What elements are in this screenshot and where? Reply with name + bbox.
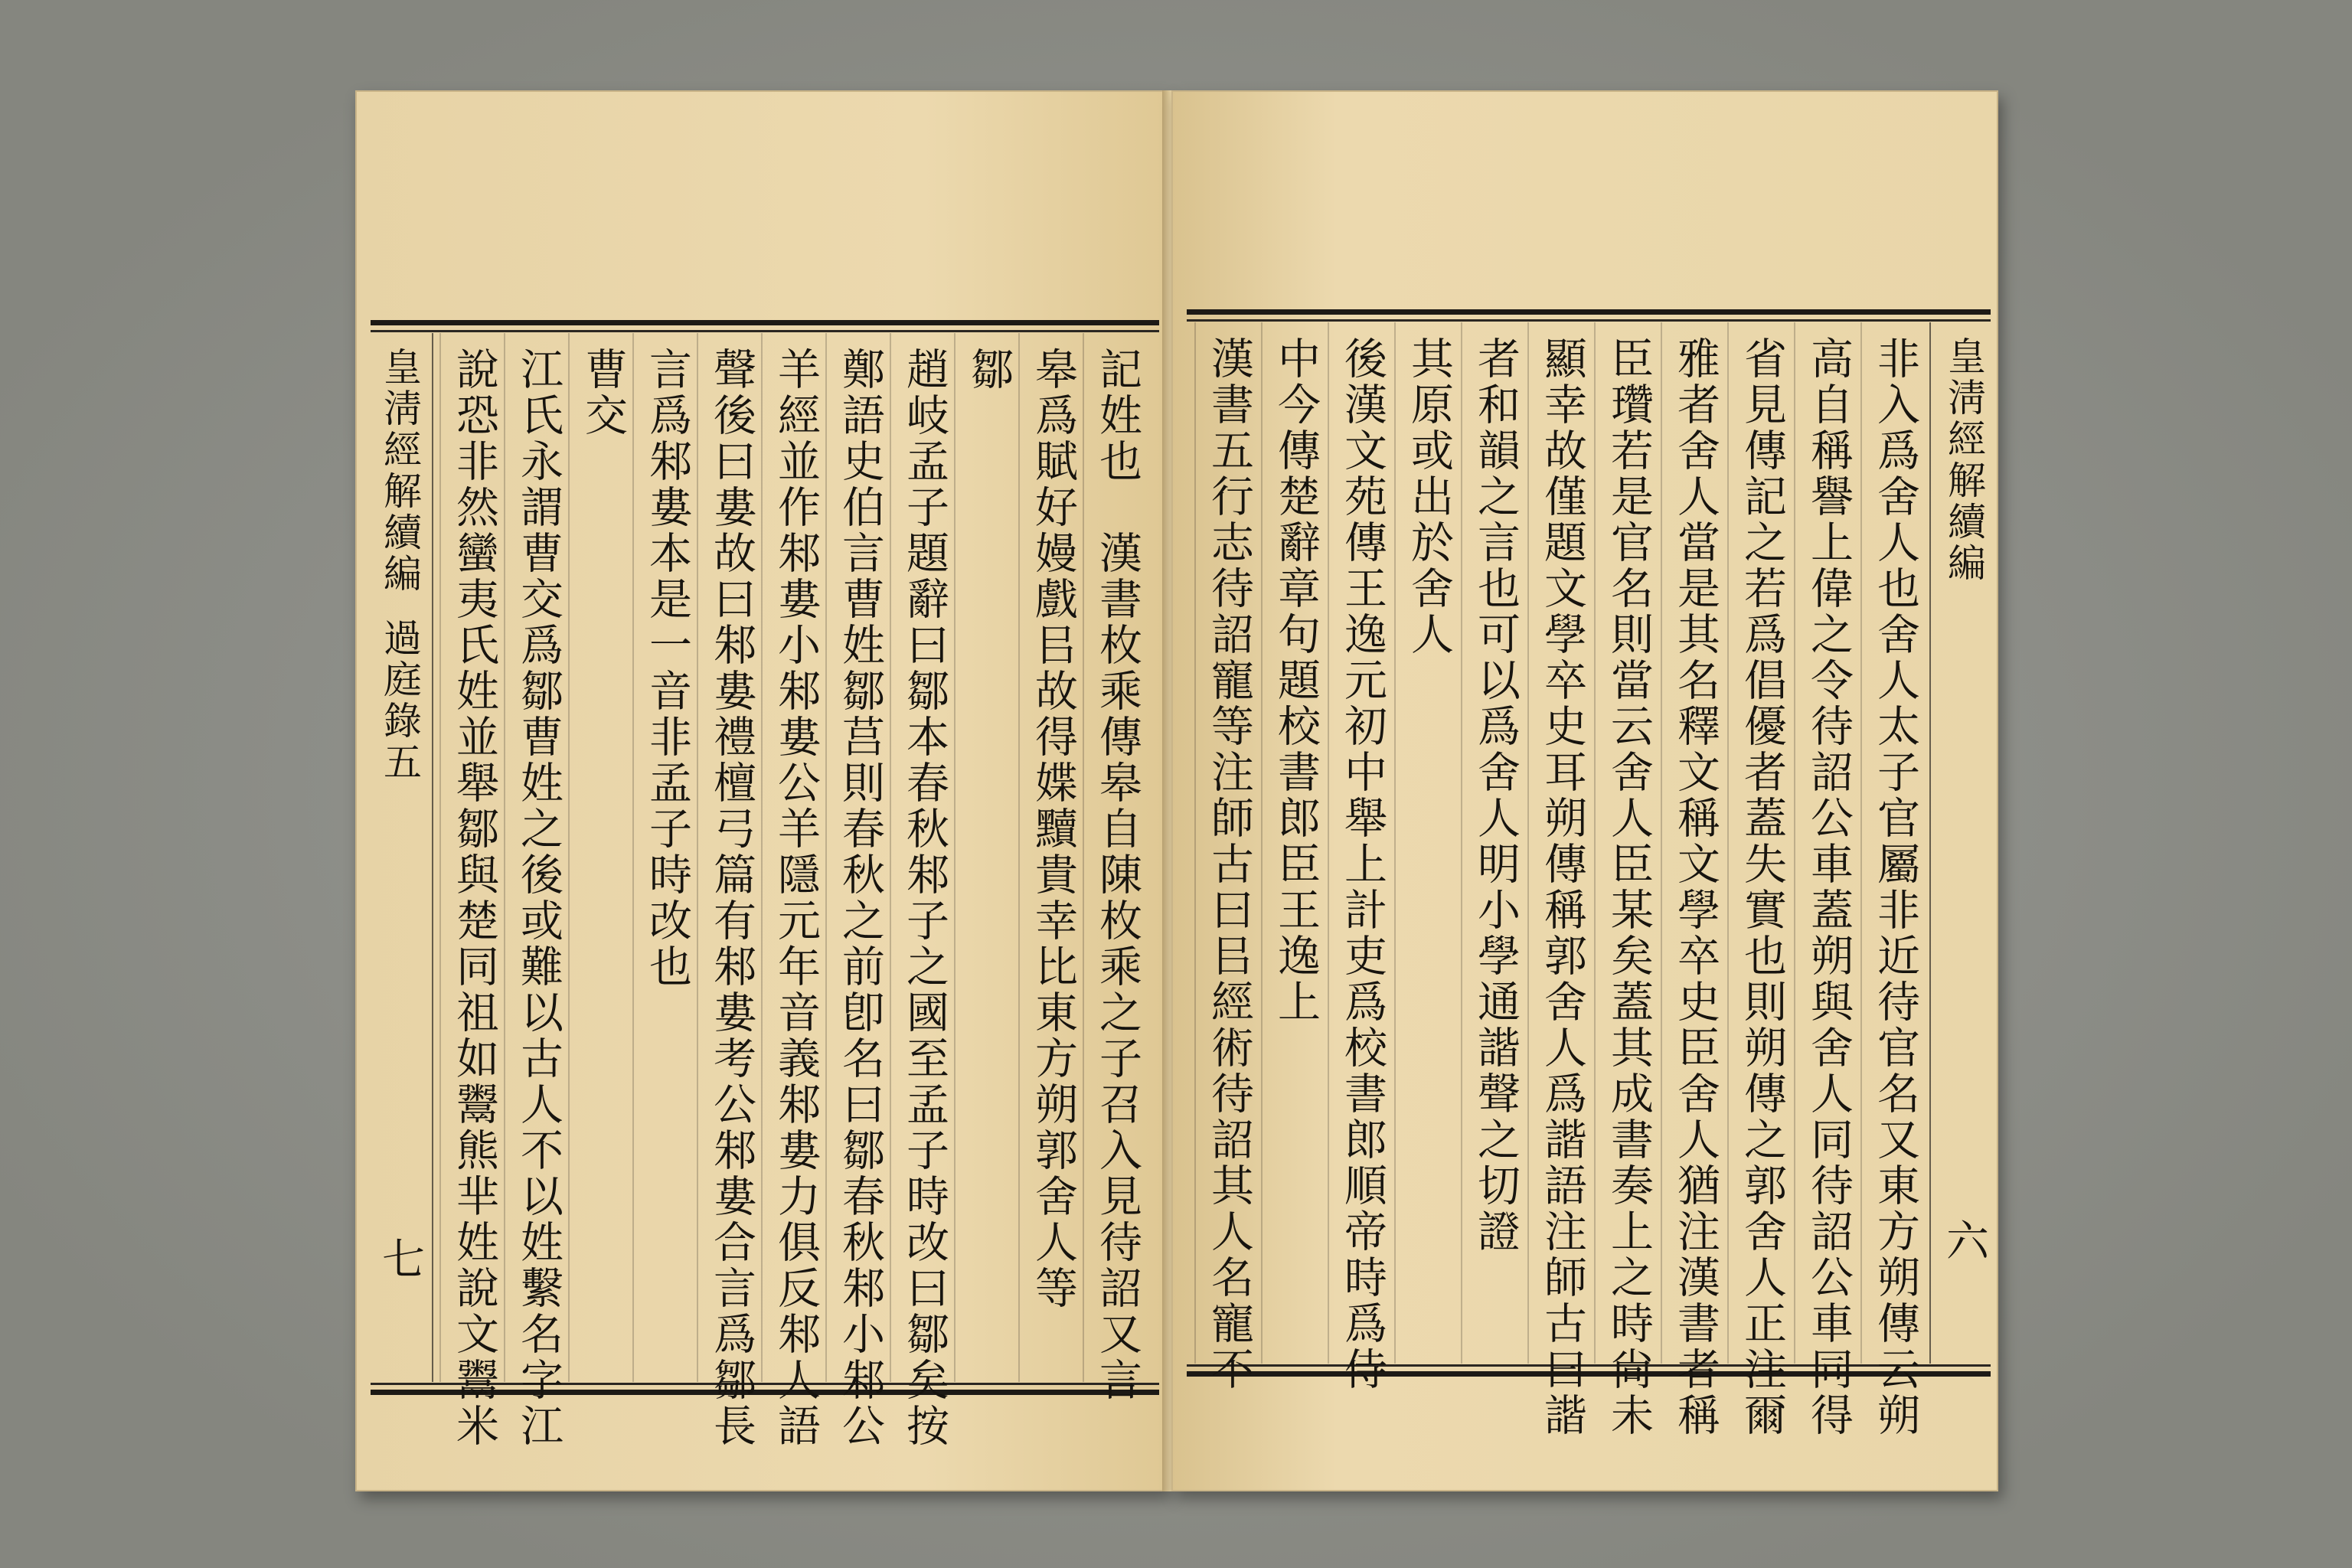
text-column: [1868, 336, 1922, 1439]
right-page: [1171, 90, 1998, 1491]
open-book: [345, 90, 1991, 1491]
text-column: [704, 347, 758, 1449]
text-column: [1735, 336, 1788, 1439]
column-text: 記姓也 漢書枚乘傳皋自陳枚乘之子召入見待詔又言: [1093, 347, 1142, 1403]
text-column: [640, 347, 694, 1374]
column-text: 江氏永謂曹交爲鄒曹姓之後或難以古人不以姓繫名字江: [514, 347, 564, 1449]
column-text: 中今傳楚辭章句題校書郎臣王逸上: [1271, 336, 1321, 1025]
column-text: 言爲邾婁本是一音非孟子時改也: [642, 347, 692, 990]
column-text: 漢書五行志待詔寵等注師古曰㠯經術待詔其人名寵不: [1204, 336, 1254, 1393]
right-page-margin-column: [1941, 336, 1987, 1356]
text-column: [769, 347, 822, 1449]
column-text: 臣瓚若是官名則當云舍人臣某矣蓋其成書奏上之時尙未: [1604, 336, 1654, 1439]
column-text: 高自稱譽上偉之令待詔公車蓋朔與舍人同待詔公車同得: [1804, 336, 1854, 1439]
text-column: [1202, 336, 1256, 1393]
text-column: [447, 347, 501, 1449]
column-text: 說恐非然蠻夷氏姓並舉鄒與楚同祖如鬻熊芈姓說文鬻米: [449, 347, 499, 1449]
page-number: 七: [375, 1236, 425, 1282]
column-text: 鄭語史伯言曹姓鄒莒則春秋之前卽名曰鄒春秋邾小邾公: [835, 347, 885, 1449]
column-text: 者和韻之言也可以爲舍人明小學通諧聲之切證: [1471, 336, 1521, 1255]
text-column: [1468, 336, 1522, 1356]
text-column: [897, 347, 951, 1449]
column-text: 其原或出於舍人: [1404, 336, 1454, 658]
column-text: 鄒: [964, 347, 1014, 393]
margin-section: 過庭錄五: [377, 618, 422, 783]
right-page-frame: [1187, 309, 1991, 1439]
column-text: 皋爲賦好嫚戲㠯故得媟黷貴幸比東方朔郭舍人等: [1028, 347, 1078, 1312]
text-column: [962, 347, 1015, 1374]
text-column: [576, 347, 629, 1374]
margin-title: 皇淸經解續編: [1942, 336, 1986, 584]
text-column: [833, 347, 887, 1449]
column-text: 省見傳記之若爲倡優者蓋失實也則朔傳之郭舍人正注爾: [1737, 336, 1787, 1439]
text-column: [1668, 336, 1722, 1439]
left-page-frame: [371, 320, 1159, 1449]
text-column: [1269, 336, 1322, 1356]
text-column: [1090, 347, 1144, 1403]
text-column: [1602, 336, 1655, 1439]
page-number: 六: [1939, 1218, 1989, 1264]
text-column: [1026, 347, 1080, 1374]
column-text: 曹交: [578, 347, 628, 439]
margin-title: 皇淸經解續編: [377, 347, 422, 595]
column-text: 雅者舍人當是其名釋文稱文學卒史臣舍人猶注漢書者稱: [1671, 336, 1720, 1439]
text-column: [511, 347, 565, 1449]
left-page: [355, 90, 1167, 1491]
column-text: 趙岐孟子題辭曰鄒本春秋邾子之國至孟子時改曰鄒矣按: [900, 347, 949, 1449]
column-text: 聲後曰婁故曰邾婁禮檀弓篇有邾婁考公邾婁合言爲鄒長: [707, 347, 756, 1449]
column-text: 後漢文苑傳王逸元初中舉上計吏爲校書郎順帝時爲侍: [1338, 336, 1387, 1393]
column-text: 羊經並作邾婁小邾婁公羊隱元年音義邾婁力俱反邾人語: [771, 347, 821, 1449]
column-text: 非入爲舍人也舍人太子官屬非近待官名又東方朔傳云朔: [1870, 336, 1920, 1439]
text-column: [1402, 336, 1455, 1356]
text-column: [1335, 336, 1389, 1393]
text-column: [1535, 336, 1589, 1439]
text-column: [1802, 336, 1855, 1439]
column-text: 顯幸故僅題文學卒史耳朔傳稱郭舍人爲諧語注師古曰諧: [1537, 336, 1587, 1439]
left-page-margin-column: [377, 347, 423, 1374]
